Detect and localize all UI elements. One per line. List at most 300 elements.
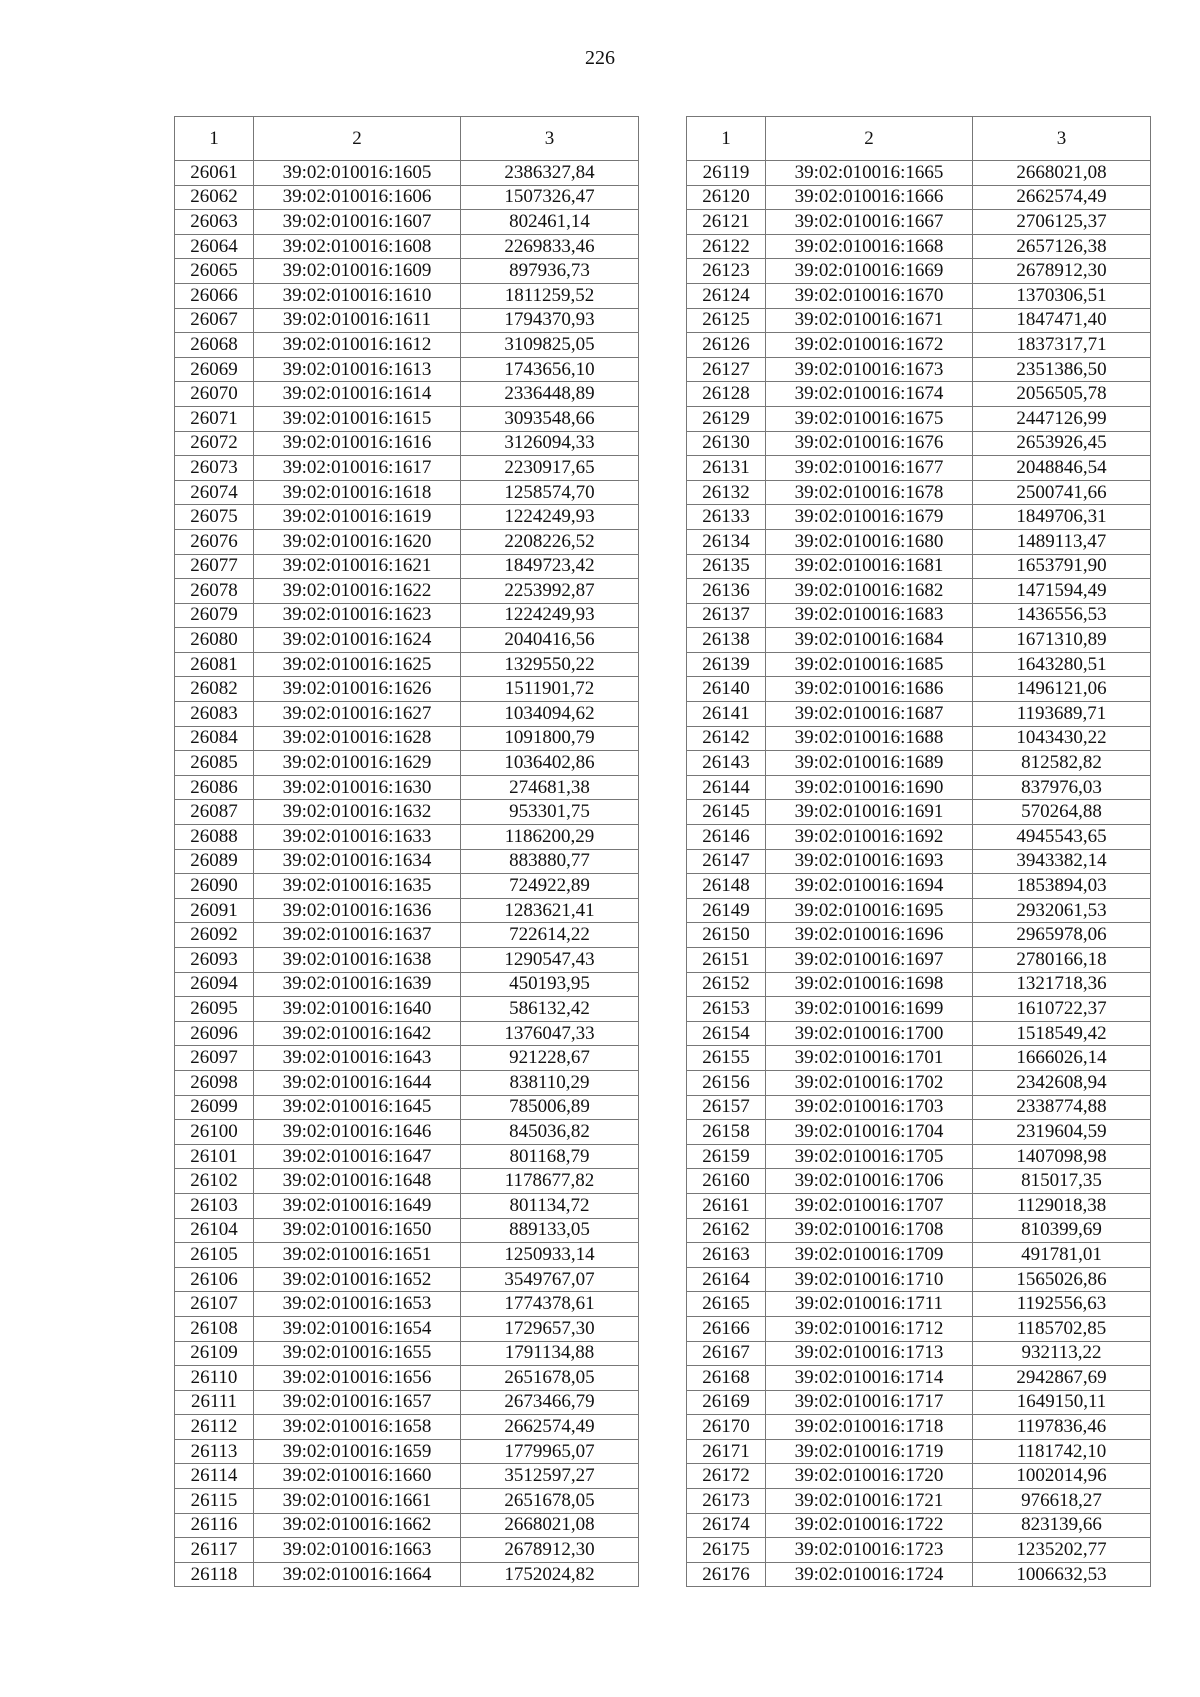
cadastral-number-cell: 39:02:010016:1674 [766, 382, 973, 407]
value-cell: 2932061,53 [973, 898, 1151, 923]
row-number-cell: 26169 [687, 1390, 766, 1415]
cadastral-number-cell: 39:02:010016:1708 [766, 1218, 973, 1243]
value-cell: 1192556,63 [973, 1292, 1151, 1317]
cadastral-number-cell: 39:02:010016:1667 [766, 210, 973, 235]
cadastral-number-cell: 39:02:010016:1656 [254, 1366, 461, 1391]
row-number-cell: 26117 [175, 1538, 254, 1563]
row-number-cell: 26120 [687, 185, 766, 210]
value-cell: 2208226,52 [461, 529, 639, 554]
table-row [175, 259, 639, 284]
table-row [687, 1292, 1151, 1317]
row-number-cell: 26093 [175, 948, 254, 973]
row-number-cell: 26126 [687, 333, 766, 358]
cadastral-number-cell: 39:02:010016:1653 [254, 1292, 461, 1317]
value-cell: 1752024,82 [461, 1562, 639, 1587]
row-number-cell: 26133 [687, 505, 766, 530]
cadastral-number-cell: 39:02:010016:1605 [254, 161, 461, 186]
value-cell: 1193689,71 [973, 702, 1151, 727]
table-row [175, 529, 639, 554]
row-number-cell: 26108 [175, 1316, 254, 1341]
row-number-cell: 26103 [175, 1193, 254, 1218]
cadastral-number-cell: 39:02:010016:1635 [254, 874, 461, 899]
value-cell: 3126094,33 [461, 431, 639, 456]
row-number-cell: 26123 [687, 259, 766, 284]
row-number-cell: 26101 [175, 1144, 254, 1169]
page-number: 226 [585, 47, 615, 69]
value-cell: 2342608,94 [973, 1070, 1151, 1095]
cadastral-number-cell: 39:02:010016:1607 [254, 210, 461, 235]
table-row [175, 1390, 639, 1415]
cadastral-number-cell: 39:02:010016:1660 [254, 1464, 461, 1489]
row-number-cell: 26161 [687, 1193, 766, 1218]
table-row [687, 505, 1151, 530]
cadastral-number-cell: 39:02:010016:1640 [254, 997, 461, 1022]
value-cell: 2662574,49 [973, 185, 1151, 210]
row-number-cell: 26142 [687, 726, 766, 751]
table-row [175, 1489, 639, 1514]
row-number-cell: 26127 [687, 357, 766, 382]
cadastral-number-cell: 39:02:010016:1672 [766, 333, 973, 358]
row-number-cell: 26135 [687, 554, 766, 579]
cadastral-number-cell: 39:02:010016:1650 [254, 1218, 461, 1243]
value-cell: 1643280,51 [973, 652, 1151, 677]
table-row [687, 1341, 1151, 1366]
table-row [175, 333, 639, 358]
row-number-cell: 26141 [687, 702, 766, 727]
table-row [687, 1538, 1151, 1563]
row-number-cell: 26069 [175, 357, 254, 382]
row-number-cell: 26070 [175, 382, 254, 407]
table-row [175, 554, 639, 579]
cadastral-number-cell: 39:02:010016:1632 [254, 800, 461, 825]
cadastral-number-cell: 39:02:010016:1618 [254, 480, 461, 505]
cadastral-number-cell: 39:02:010016:1615 [254, 406, 461, 431]
value-cell: 2668021,08 [461, 1513, 639, 1538]
table-row [687, 333, 1151, 358]
table-row [687, 161, 1151, 186]
value-cell: 1794370,93 [461, 308, 639, 333]
row-number-cell: 26151 [687, 948, 766, 973]
table-row [175, 652, 639, 677]
value-cell: 845036,82 [461, 1120, 639, 1145]
table-row [175, 603, 639, 628]
row-number-cell: 26065 [175, 259, 254, 284]
value-cell: 570264,88 [973, 800, 1151, 825]
row-number-cell: 26064 [175, 234, 254, 259]
cadastral-number-cell: 39:02:010016:1714 [766, 1366, 973, 1391]
cadastral-number-cell: 39:02:010016:1702 [766, 1070, 973, 1095]
cadastral-number-cell: 39:02:010016:1722 [766, 1513, 973, 1538]
cadastral-number-cell: 39:02:010016:1684 [766, 628, 973, 653]
row-number-cell: 26110 [175, 1366, 254, 1391]
value-cell: 2386327,84 [461, 161, 639, 186]
cadastral-number-cell: 39:02:010016:1712 [766, 1316, 973, 1341]
column-header-2: 2 [254, 117, 461, 161]
table-row [175, 579, 639, 604]
cadastral-number-cell: 39:02:010016:1610 [254, 283, 461, 308]
table-row [175, 406, 639, 431]
cadastral-number-cell: 39:02:010016:1688 [766, 726, 973, 751]
cadastral-number-cell: 39:02:010016:1723 [766, 1538, 973, 1563]
row-number-cell: 26084 [175, 726, 254, 751]
cadastral-number-cell: 39:02:010016:1713 [766, 1341, 973, 1366]
value-cell: 3512597,27 [461, 1464, 639, 1489]
value-cell: 837976,03 [973, 775, 1151, 800]
row-number-cell: 26144 [687, 775, 766, 800]
row-number-cell: 26147 [687, 849, 766, 874]
value-cell: 921228,67 [461, 1046, 639, 1071]
cadastral-number-cell: 39:02:010016:1614 [254, 382, 461, 407]
row-number-cell: 26089 [175, 849, 254, 874]
row-number-cell: 26149 [687, 898, 766, 923]
value-cell: 1837317,71 [973, 333, 1151, 358]
table-row [175, 1341, 639, 1366]
table-row [687, 898, 1151, 923]
value-cell: 2048846,54 [973, 456, 1151, 481]
row-number-cell: 26168 [687, 1366, 766, 1391]
cadastral-number-cell: 39:02:010016:1627 [254, 702, 461, 727]
table-row [687, 1267, 1151, 1292]
row-number-cell: 26113 [175, 1439, 254, 1464]
row-number-cell: 26090 [175, 874, 254, 899]
cadastral-number-cell: 39:02:010016:1638 [254, 948, 461, 973]
cadastral-number-cell: 39:02:010016:1680 [766, 529, 973, 554]
value-cell: 1471594,49 [973, 579, 1151, 604]
table-row [175, 456, 639, 481]
value-cell: 450193,95 [461, 972, 639, 997]
table-row [687, 825, 1151, 850]
cadastral-number-cell: 39:02:010016:1699 [766, 997, 973, 1022]
row-number-cell: 26165 [687, 1292, 766, 1317]
value-cell: 3093548,66 [461, 406, 639, 431]
row-number-cell: 26150 [687, 923, 766, 948]
row-number-cell: 26073 [175, 456, 254, 481]
cadastral-number-cell: 39:02:010016:1676 [766, 431, 973, 456]
table-header-row [175, 117, 639, 161]
table-row [687, 726, 1151, 751]
row-number-cell: 26066 [175, 283, 254, 308]
value-cell: 2319604,59 [973, 1120, 1151, 1145]
row-number-cell: 26074 [175, 480, 254, 505]
table-row [175, 972, 639, 997]
value-cell: 953301,75 [461, 800, 639, 825]
table-row [175, 1538, 639, 1563]
table-row [687, 1021, 1151, 1046]
cadastral-number-cell: 39:02:010016:1701 [766, 1046, 973, 1071]
table-row [687, 579, 1151, 604]
cadastral-number-cell: 39:02:010016:1691 [766, 800, 973, 825]
row-number-cell: 26146 [687, 825, 766, 850]
value-cell: 1043430,22 [973, 726, 1151, 751]
table-row [175, 357, 639, 382]
row-number-cell: 26099 [175, 1095, 254, 1120]
row-number-cell: 26092 [175, 923, 254, 948]
value-cell: 1779965,07 [461, 1439, 639, 1464]
value-cell: 2668021,08 [973, 161, 1151, 186]
table-row [687, 702, 1151, 727]
row-number-cell: 26170 [687, 1415, 766, 1440]
table-row [175, 849, 639, 874]
value-cell: 2230917,65 [461, 456, 639, 481]
table-row [175, 677, 639, 702]
cadastral-number-cell: 39:02:010016:1608 [254, 234, 461, 259]
value-cell: 2965978,06 [973, 923, 1151, 948]
row-number-cell: 26140 [687, 677, 766, 702]
row-number-cell: 26114 [175, 1464, 254, 1489]
table-row [687, 234, 1151, 259]
value-cell: 1235202,77 [973, 1538, 1151, 1563]
cadastral-number-cell: 39:02:010016:1658 [254, 1415, 461, 1440]
column-header-1: 1 [687, 117, 766, 161]
table-row [687, 1562, 1151, 1587]
row-number-cell: 26081 [175, 652, 254, 677]
cadastral-number-cell: 39:02:010016:1724 [766, 1562, 973, 1587]
value-cell: 2338774,88 [973, 1095, 1151, 1120]
value-cell: 1224249,93 [461, 505, 639, 530]
table-row [175, 1562, 639, 1587]
table-row [175, 210, 639, 235]
row-number-cell: 26143 [687, 751, 766, 776]
table-row [687, 1193, 1151, 1218]
table-row [687, 1169, 1151, 1194]
table-header-row [687, 117, 1151, 161]
value-cell: 1849706,31 [973, 505, 1151, 530]
value-cell: 722614,22 [461, 923, 639, 948]
row-number-cell: 26086 [175, 775, 254, 800]
value-cell: 823139,66 [973, 1513, 1151, 1538]
row-number-cell: 26175 [687, 1538, 766, 1563]
table-row [687, 283, 1151, 308]
cadastral-number-cell: 39:02:010016:1623 [254, 603, 461, 628]
value-cell: 2651678,05 [461, 1489, 639, 1514]
value-cell: 1224249,93 [461, 603, 639, 628]
row-number-cell: 26095 [175, 997, 254, 1022]
table-row [175, 1218, 639, 1243]
row-number-cell: 26137 [687, 603, 766, 628]
row-number-cell: 26136 [687, 579, 766, 604]
table-row [687, 406, 1151, 431]
value-cell: 1671310,89 [973, 628, 1151, 653]
value-cell: 1729657,30 [461, 1316, 639, 1341]
value-cell: 2336448,89 [461, 382, 639, 407]
row-number-cell: 26163 [687, 1243, 766, 1268]
table-row [175, 1316, 639, 1341]
table-row [687, 751, 1151, 776]
row-number-cell: 26162 [687, 1218, 766, 1243]
row-number-cell: 26097 [175, 1046, 254, 1071]
table-row [687, 1489, 1151, 1514]
cadastral-number-cell: 39:02:010016:1622 [254, 579, 461, 604]
table-row [687, 382, 1151, 407]
value-cell: 1181742,10 [973, 1439, 1151, 1464]
value-cell: 1436556,53 [973, 603, 1151, 628]
cadastral-number-cell: 39:02:010016:1642 [254, 1021, 461, 1046]
row-number-cell: 26062 [175, 185, 254, 210]
value-cell: 1006632,53 [973, 1562, 1151, 1587]
table-row [175, 1070, 639, 1095]
value-cell: 2653926,45 [973, 431, 1151, 456]
row-number-cell: 26082 [175, 677, 254, 702]
cadastral-number-cell: 39:02:010016:1700 [766, 1021, 973, 1046]
row-number-cell: 26118 [175, 1562, 254, 1587]
table-row [175, 308, 639, 333]
value-cell: 4945543,65 [973, 825, 1151, 850]
value-cell: 1610722,37 [973, 997, 1151, 1022]
cadastral-number-cell: 39:02:010016:1652 [254, 1267, 461, 1292]
table-row [687, 1415, 1151, 1440]
value-cell: 1250933,14 [461, 1243, 639, 1268]
table-row [687, 652, 1151, 677]
data-table-left [174, 116, 639, 1587]
cadastral-number-cell: 39:02:010016:1681 [766, 554, 973, 579]
row-number-cell: 26128 [687, 382, 766, 407]
cadastral-number-cell: 39:02:010016:1682 [766, 579, 973, 604]
value-cell: 2678912,30 [973, 259, 1151, 284]
cadastral-number-cell: 39:02:010016:1616 [254, 431, 461, 456]
cadastral-number-cell: 39:02:010016:1669 [766, 259, 973, 284]
value-cell: 801168,79 [461, 1144, 639, 1169]
cadastral-number-cell: 39:02:010016:1619 [254, 505, 461, 530]
table-row [687, 1390, 1151, 1415]
value-cell: 1653791,90 [973, 554, 1151, 579]
table-row [687, 628, 1151, 653]
row-number-cell: 26166 [687, 1316, 766, 1341]
cadastral-number-cell: 39:02:010016:1609 [254, 259, 461, 284]
row-number-cell: 26106 [175, 1267, 254, 1292]
table-row [687, 1366, 1151, 1391]
value-cell: 2269833,46 [461, 234, 639, 259]
row-number-cell: 26115 [175, 1489, 254, 1514]
row-number-cell: 26077 [175, 554, 254, 579]
value-cell: 1511901,72 [461, 677, 639, 702]
table-row [687, 308, 1151, 333]
table-row [687, 210, 1151, 235]
row-number-cell: 26076 [175, 529, 254, 554]
table-row [687, 677, 1151, 702]
value-cell: 1849723,42 [461, 554, 639, 579]
table-row [175, 1046, 639, 1071]
cadastral-number-cell: 39:02:010016:1628 [254, 726, 461, 751]
value-cell: 2678912,30 [461, 1538, 639, 1563]
value-cell: 1036402,86 [461, 751, 639, 776]
cadastral-number-cell: 39:02:010016:1685 [766, 652, 973, 677]
cadastral-number-cell: 39:02:010016:1721 [766, 1489, 973, 1514]
table-row [175, 1464, 639, 1489]
table-row [175, 1021, 639, 1046]
value-cell: 810399,69 [973, 1218, 1151, 1243]
table-row [175, 1513, 639, 1538]
row-number-cell: 26102 [175, 1169, 254, 1194]
cadastral-number-cell: 39:02:010016:1671 [766, 308, 973, 333]
value-cell: 1034094,62 [461, 702, 639, 727]
table-row [175, 382, 639, 407]
table-row [687, 480, 1151, 505]
cadastral-number-cell: 39:02:010016:1648 [254, 1169, 461, 1194]
cadastral-number-cell: 39:02:010016:1709 [766, 1243, 973, 1268]
value-cell: 1002014,96 [973, 1464, 1151, 1489]
cadastral-number-cell: 39:02:010016:1718 [766, 1415, 973, 1440]
table-row [175, 1144, 639, 1169]
cadastral-number-cell: 39:02:010016:1679 [766, 505, 973, 530]
value-cell: 2673466,79 [461, 1390, 639, 1415]
table-row [175, 480, 639, 505]
row-number-cell: 26155 [687, 1046, 766, 1071]
cadastral-number-cell: 39:02:010016:1644 [254, 1070, 461, 1095]
value-cell: 2040416,56 [461, 628, 639, 653]
cadastral-number-cell: 39:02:010016:1668 [766, 234, 973, 259]
row-number-cell: 26112 [175, 1415, 254, 1440]
value-cell: 1507326,47 [461, 185, 639, 210]
table-row [687, 800, 1151, 825]
row-number-cell: 26098 [175, 1070, 254, 1095]
cadastral-number-cell: 39:02:010016:1633 [254, 825, 461, 850]
cadastral-number-cell: 39:02:010016:1637 [254, 923, 461, 948]
cadastral-number-cell: 39:02:010016:1620 [254, 529, 461, 554]
value-cell: 1258574,70 [461, 480, 639, 505]
cadastral-number-cell: 39:02:010016:1639 [254, 972, 461, 997]
value-cell: 1847471,40 [973, 308, 1151, 333]
data-table-right [686, 116, 1151, 1587]
row-number-cell: 26061 [175, 161, 254, 186]
table-row [175, 874, 639, 899]
row-number-cell: 26121 [687, 210, 766, 235]
value-cell: 2056505,78 [973, 382, 1151, 407]
table-row [687, 1120, 1151, 1145]
cadastral-number-cell: 39:02:010016:1706 [766, 1169, 973, 1194]
cadastral-number-cell: 39:02:010016:1621 [254, 554, 461, 579]
cadastral-number-cell: 39:02:010016:1649 [254, 1193, 461, 1218]
table-row [175, 1120, 639, 1145]
value-cell: 785006,89 [461, 1095, 639, 1120]
cadastral-number-cell: 39:02:010016:1666 [766, 185, 973, 210]
cadastral-number-cell: 39:02:010016:1703 [766, 1095, 973, 1120]
table-row [175, 1193, 639, 1218]
row-number-cell: 26107 [175, 1292, 254, 1317]
table-row [175, 1292, 639, 1317]
cadastral-number-cell: 39:02:010016:1717 [766, 1390, 973, 1415]
cadastral-number-cell: 39:02:010016:1636 [254, 898, 461, 923]
row-number-cell: 26157 [687, 1095, 766, 1120]
table-row [687, 775, 1151, 800]
table-row [687, 997, 1151, 1022]
table-row [687, 554, 1151, 579]
table-row [175, 505, 639, 530]
row-number-cell: 26164 [687, 1267, 766, 1292]
value-cell: 1565026,86 [973, 1267, 1151, 1292]
table-row [175, 185, 639, 210]
value-cell: 2651678,05 [461, 1366, 639, 1391]
table-row [687, 1046, 1151, 1071]
cadastral-number-cell: 39:02:010016:1670 [766, 283, 973, 308]
row-number-cell: 26154 [687, 1021, 766, 1046]
row-number-cell: 26087 [175, 800, 254, 825]
table-row [687, 1144, 1151, 1169]
cadastral-number-cell: 39:02:010016:1707 [766, 1193, 973, 1218]
value-cell: 889133,05 [461, 1218, 639, 1243]
table-row [175, 923, 639, 948]
cadastral-number-cell: 39:02:010016:1662 [254, 1513, 461, 1538]
cadastral-number-cell: 39:02:010016:1696 [766, 923, 973, 948]
value-cell: 3549767,07 [461, 1267, 639, 1292]
table-row [175, 628, 639, 653]
value-cell: 1129018,38 [973, 1193, 1151, 1218]
cadastral-number-cell: 39:02:010016:1711 [766, 1292, 973, 1317]
column-header-2: 2 [766, 117, 973, 161]
value-cell: 1489113,47 [973, 529, 1151, 554]
row-number-cell: 26145 [687, 800, 766, 825]
value-cell: 2942867,69 [973, 1366, 1151, 1391]
value-cell: 1743656,10 [461, 357, 639, 382]
